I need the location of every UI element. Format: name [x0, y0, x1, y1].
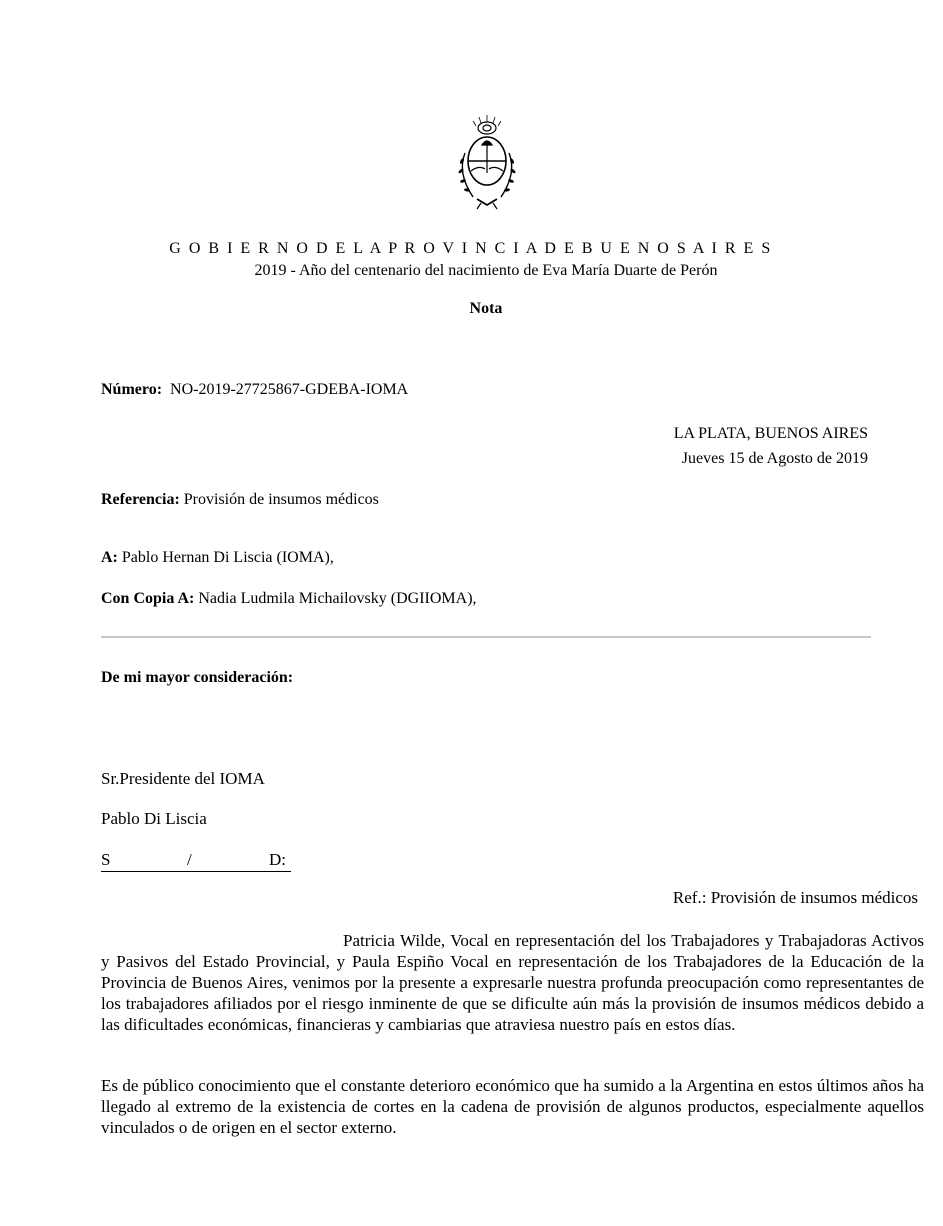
sd-s: S [101, 850, 111, 869]
addressee-name: Pablo Di Liscia [101, 809, 207, 828]
paragraph-1-text: Patricia Wilde, Vocal en representación del los Trabajadores y Trabajadoras Activos y Pasivos del Estado Provincial, y Paula Espiño Vocal en representación de los Trabajadores de la Educación de la Provincia de Buenos Aires, venimos por la presente a expresarle nuestra profunda preocupación como representantes de los trabajadores afiliados por el riesgo inminente de que se dificulte aún más la provisión de insumos médicos debido a las dificultades económicas, financieras y cambiarias que atraviesa nuestro país en estos días. [101, 931, 924, 1034]
coat-of-arms-icon [451, 113, 523, 211]
ref-line: Ref.: Provisión de insumos médicos [672, 888, 918, 907]
to-label: A: [101, 549, 118, 566]
referencia-line [101, 491, 379, 509]
to-value: Pablo Hernan Di Liscia (IOMA), [121, 549, 334, 566]
cc-value: Nadia Ludmila Michailovsky (DGIIOMA), [198, 590, 477, 607]
date: Jueves 15 de Agosto de 2019 [681, 450, 868, 467]
government-heading: G O B I E R N O D E L A P R O V I N C I A D E B U E N O S A I R E S [169, 240, 774, 257]
cc-label: Con Copia A: [101, 590, 195, 607]
numero-line [101, 381, 408, 399]
addressee-title: Sr.Presidente del IOMA [101, 769, 265, 788]
paragraph-1 [101, 930, 924, 1035]
sd-slash: / [187, 850, 192, 869]
year-motto: 2019 - Año del centenario del nacimiento de Eva María Duarte de Perón [254, 262, 718, 279]
numero-value: NO-2019-27725867-GDEBA-IOMA [170, 381, 409, 398]
place: LA PLATA, BUENOS AIRES [673, 425, 868, 442]
sd-d: D: [269, 850, 286, 869]
document-type: Nota [469, 300, 503, 317]
sd-line [101, 850, 301, 874]
divider [101, 636, 871, 638]
paragraph-2: Es de público conocimiento que el constante deterioro económico que ha sumido a la Argentina en estos últimos años ha llegado al extremo de la existencia de cortes en la cadena de provisión de algunos productos, especialmente aquellos vinculados o de origen en el sector externo. [101, 1076, 924, 1137]
referencia-label: Referencia: [101, 491, 180, 508]
to-line [101, 549, 334, 567]
referencia-value: Provisión de insumos médicos [183, 491, 379, 508]
sd-underline [101, 871, 291, 872]
salutation: De mi mayor consideración: [101, 669, 294, 686]
numero-label: Número: [101, 381, 163, 398]
cc-line [101, 590, 477, 608]
